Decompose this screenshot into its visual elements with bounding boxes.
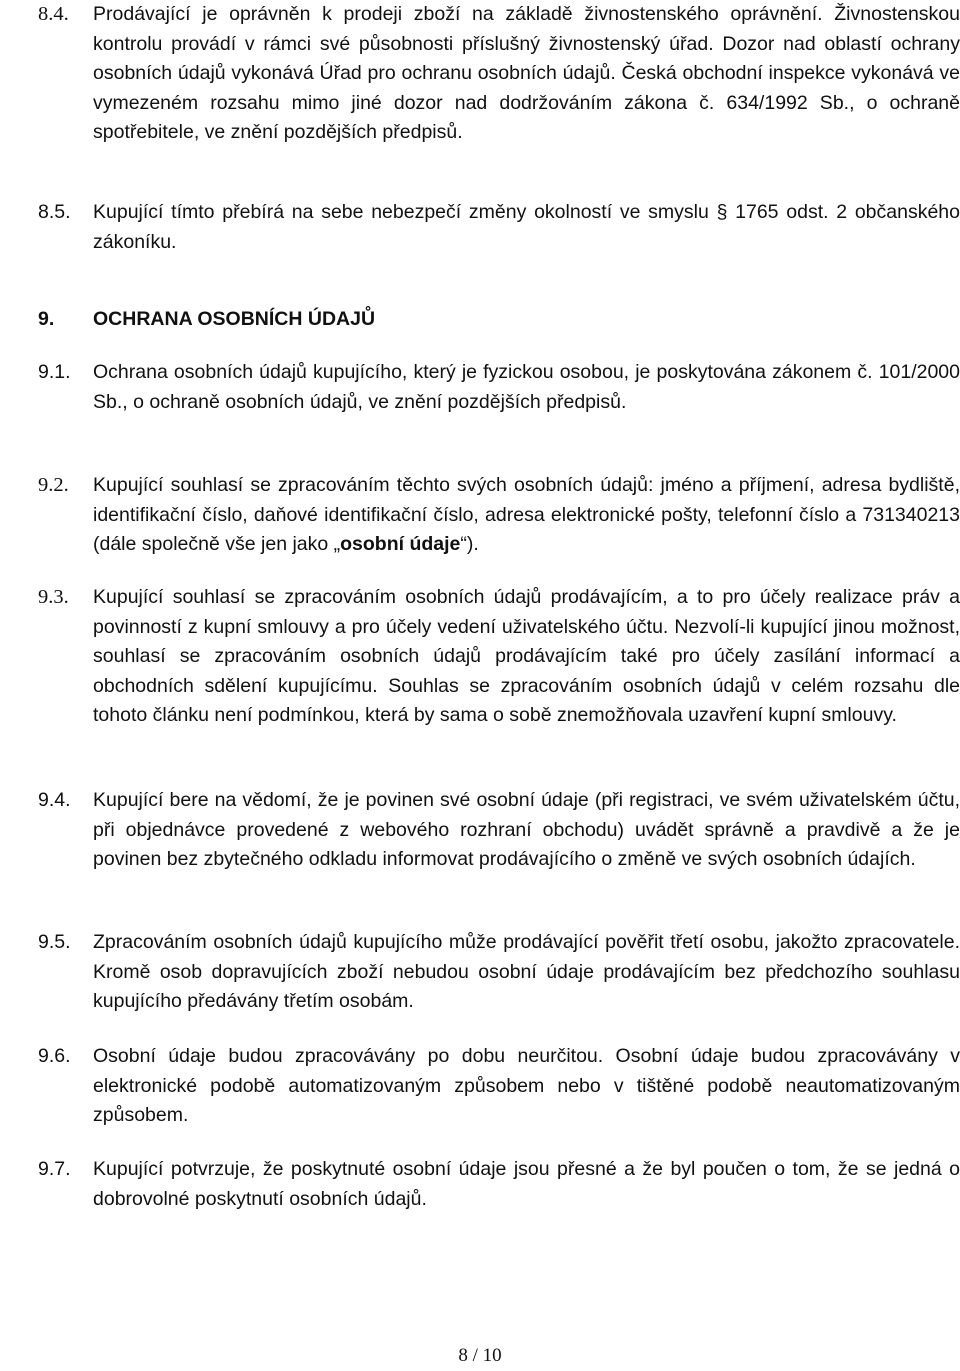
defined-term: osobní údaje bbox=[340, 533, 461, 555]
paragraph-9-3 bbox=[38, 583, 960, 731]
paragraph-9-1 bbox=[38, 358, 960, 417]
paragraph-number: 9.3. bbox=[38, 586, 69, 608]
section-title: OCHRANA OSOBNÍCH ÚDAJŮ bbox=[93, 308, 376, 330]
paragraph-text: Kupující bere na vědomí, že je povinen své osobní údaje (při registraci, ve svém uživatelském účtu, při objednávce provedené z webového rozhraní obchodu) uvádět správně a pravdivě a že je povinen bez zbytečného odkladu informovat prodávajícího o změně ve svých osobních údajích. bbox=[93, 789, 960, 870]
paragraph-number: 9.5. bbox=[38, 931, 71, 953]
page-number: 8 / 10 bbox=[458, 1345, 502, 1366]
paragraph-8-4 bbox=[38, 0, 960, 148]
paragraph-9-4 bbox=[38, 786, 960, 875]
paragraph-text-after: “). bbox=[460, 533, 479, 555]
section-number: 9. bbox=[38, 308, 55, 330]
paragraph-text: Ochrana osobních údajů kupujícího, který je fyzickou osobou, je poskytována zákonem č. 101/2000 Sb., o ochraně osobních údajů, ve znění pozdějších předpisů. bbox=[93, 361, 960, 413]
paragraph-number: 9.7. bbox=[38, 1158, 71, 1180]
paragraph-text bbox=[93, 471, 960, 560]
paragraph-number: 9.6. bbox=[38, 1045, 71, 1067]
paragraph-9-6 bbox=[38, 1042, 960, 1131]
paragraph-9-2 bbox=[38, 471, 960, 560]
paragraph-9-5 bbox=[38, 928, 960, 1017]
paragraph-text: Kupující potvrzuje, že poskytnuté osobní údaje jsou přesné a že byl poučen o tom, že se jedná o dobrovolné poskytnutí osobních údajů. bbox=[93, 1158, 960, 1210]
paragraph-text-before: Kupující souhlasí se zpracováním těchto svých osobních údajů: jméno a příjmení, adresa bydliště, identifikační číslo, daňové identifikační číslo, adresa elektronické pošty, telefonní číslo a 731340213 (dále společně vše jen jako „ bbox=[93, 474, 960, 555]
paragraph-number: 8.5. bbox=[38, 201, 71, 223]
paragraph-text: Zpracováním osobních údajů kupujícího může prodávající pověřit třetí osobu, jakožto zpracovatele. Kromě osob dopravujících zboží nebudou osobní údaje prodávajícím bez předchozího souhlasu kupujícího předávány třetím osobám. bbox=[93, 931, 960, 1012]
paragraph-text: Kupující tímto přebírá na sebe nebezpečí změny okolností ve smyslu § 1765 odst. 2 občanského zákoníku. bbox=[93, 201, 960, 253]
paragraph-text: Prodávající je oprávněn k prodeji zboží na základě živnostenského oprávnění. Živnostenskou kontrolu provádí v rámci své působnosti příslušný živnostenský úřad. Dozor nad oblastí ochrany osobních údajů vykonává Úřad pro ochranu osobních údajů. Česká obchodní inspekce vykonává ve vymezeném rozsahu mimo jiné dozor nad dodržováním zákona č. 634/1992 Sb., o ochraně spotřebitele, ve znění pozdějších předpisů. bbox=[93, 3, 960, 143]
section-heading-9 bbox=[38, 305, 960, 335]
paragraph-8-5 bbox=[38, 198, 960, 257]
paragraph-9-7 bbox=[38, 1155, 960, 1214]
paragraph-text: Kupující souhlasí se zpracováním osobních údajů prodávajícím, a to pro účely realizace práv a povinností z kupní smlouvy a pro účely vedení uživatelského účtu. Nezvolí-li kupující jinou možnost, souhlasí se zpracováním osobních údajů prodávajícím také pro účely zasílání informací a obchodních sdělení kupujícímu. Souhlas se zpracováním osobních údajů v celém rozsahu dle tohoto článku není podmínkou, která by sama o sobě znemožňovala uzavření kupní smlouvy. bbox=[93, 586, 960, 726]
paragraph-number: 9.4. bbox=[38, 789, 71, 811]
paragraph-text: Osobní údaje budou zpracovávány po dobu neurčitou. Osobní údaje budou zpracovávány v elektronické podobě automatizovaným způsobem nebo v tištěné podobě neautomatizovaným způsobem. bbox=[93, 1045, 960, 1126]
paragraph-number: 8.4. bbox=[38, 3, 69, 25]
paragraph-number: 9.2. bbox=[38, 474, 69, 496]
paragraph-number: 9.1. bbox=[38, 361, 71, 383]
